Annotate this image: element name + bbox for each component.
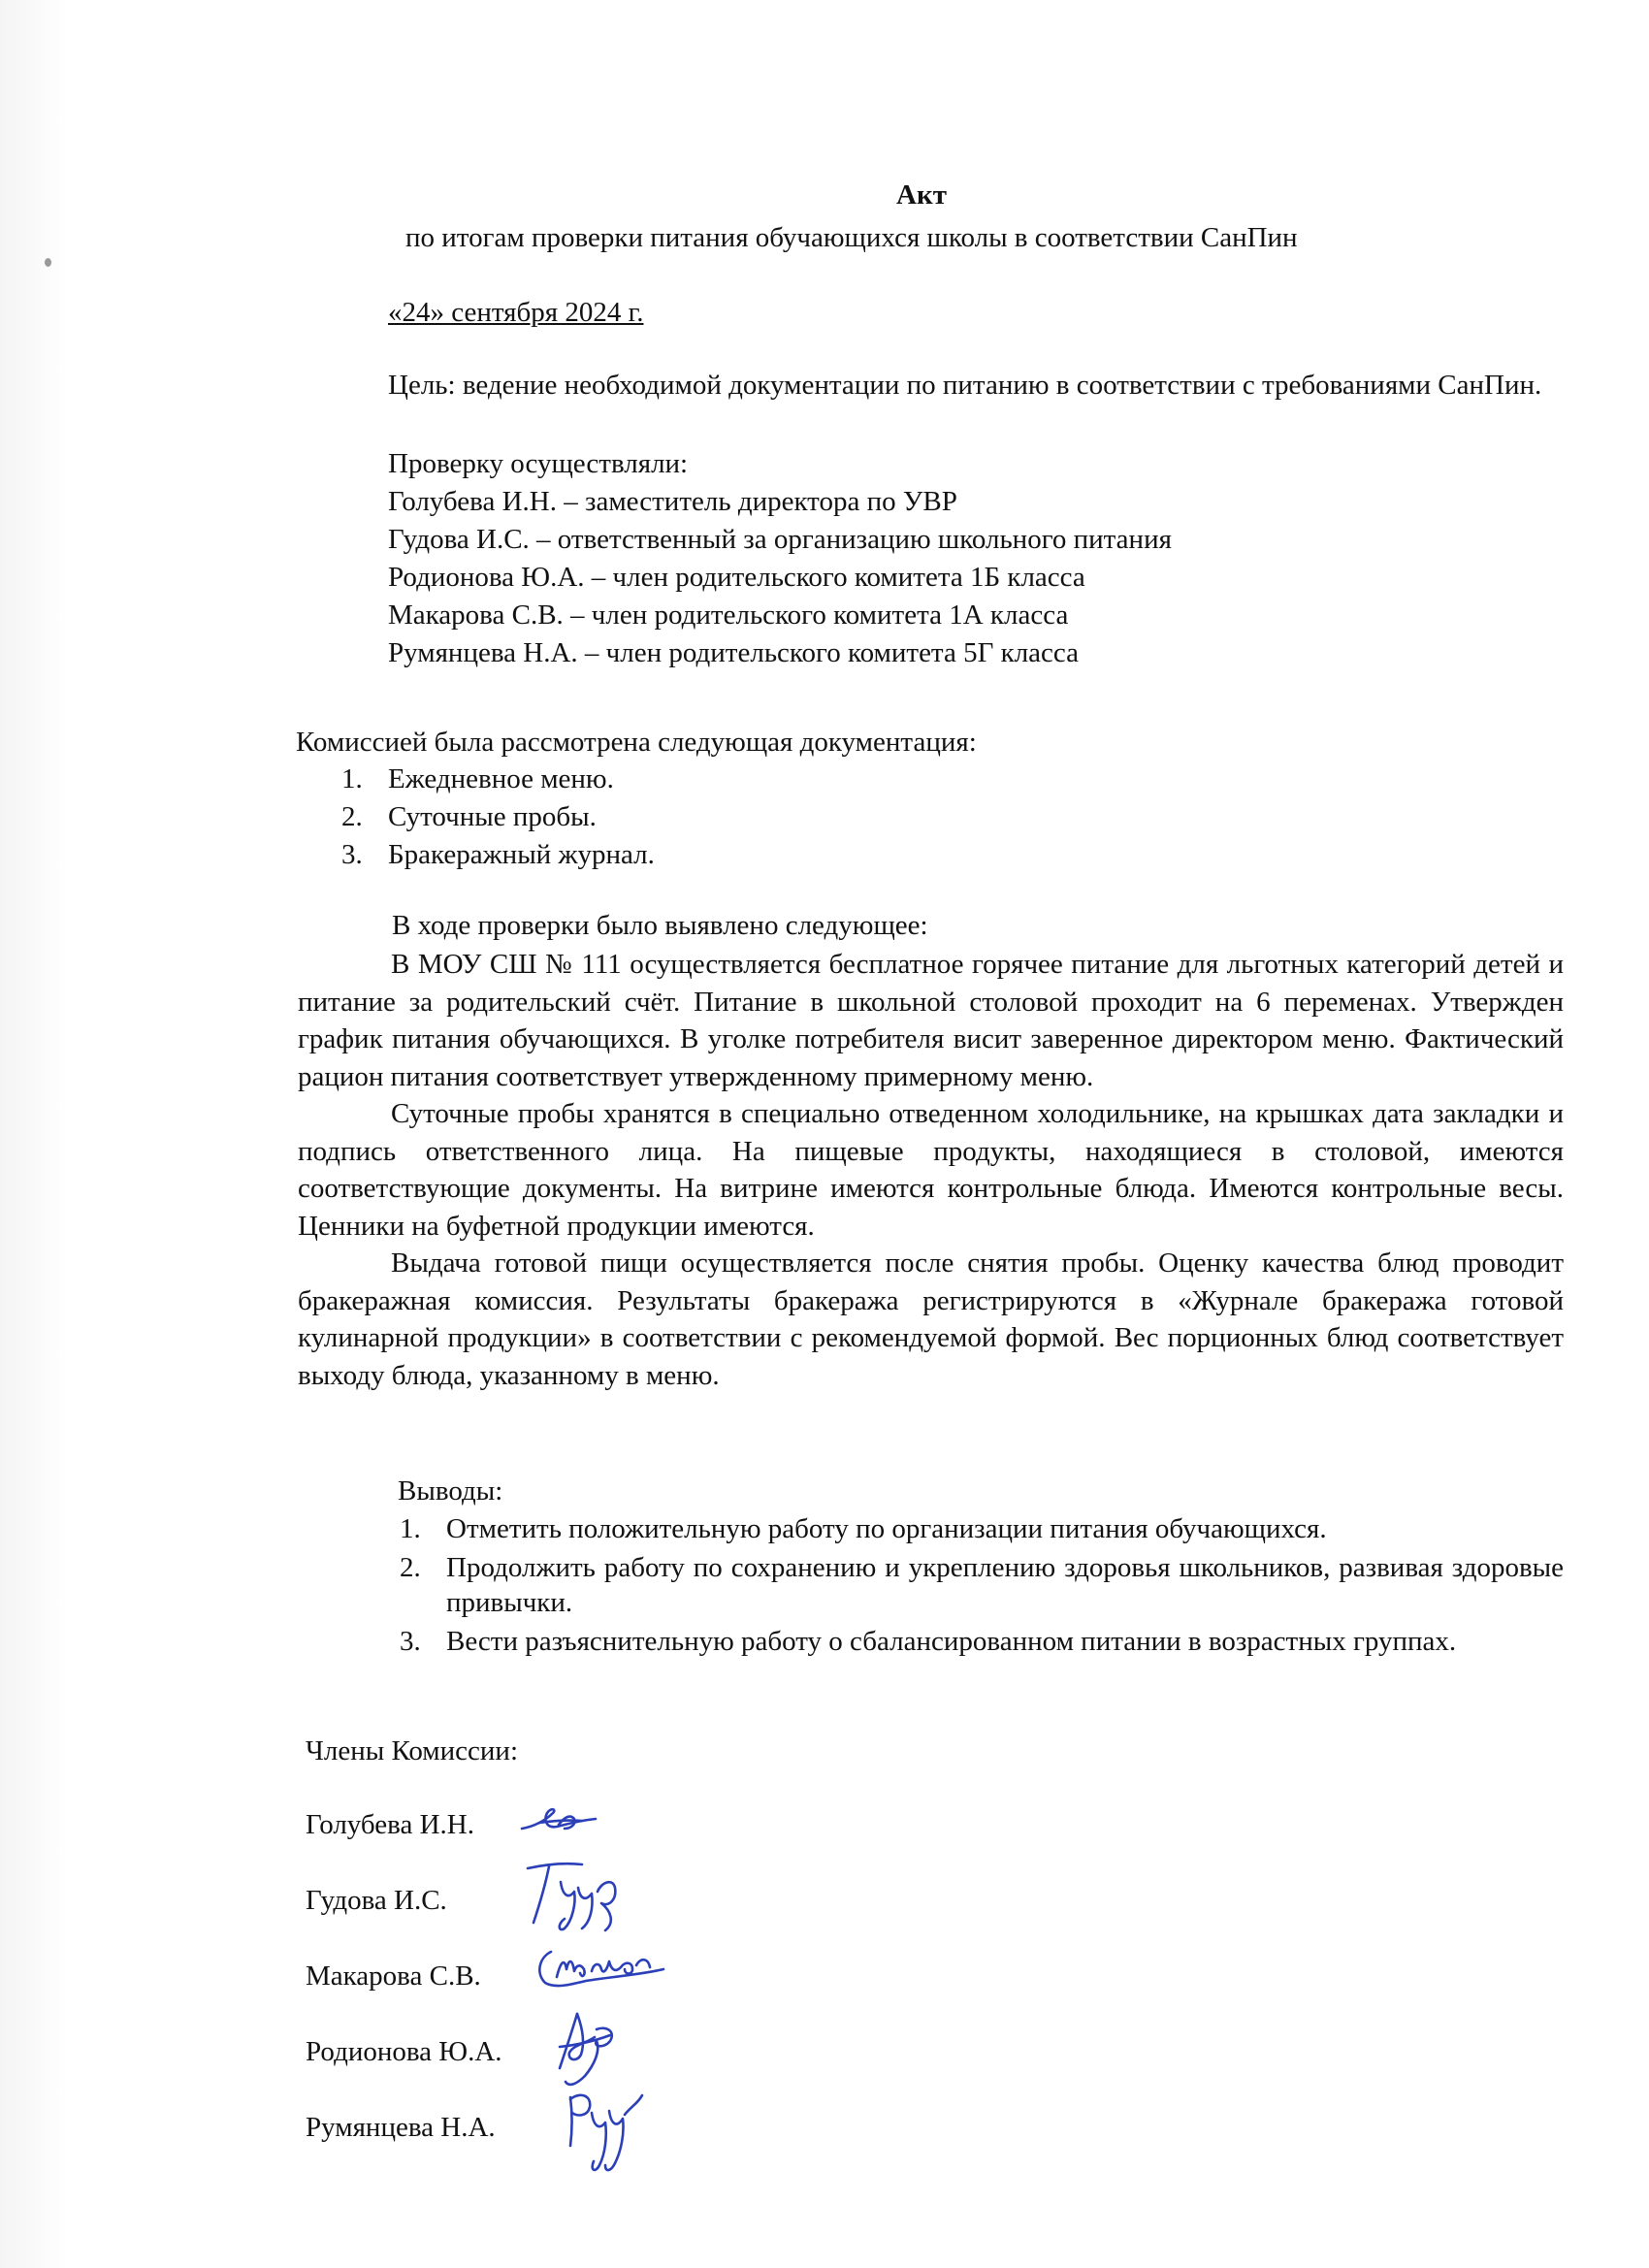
- list-number: 3.: [400, 1626, 421, 1657]
- member-name: Макарова С.В.: [306, 1960, 481, 1992]
- signature-rumyantseva: [563, 2084, 650, 2186]
- conclusion-item: [400, 1550, 1564, 1620]
- signature-golubeva: [514, 1799, 601, 1853]
- list-number: 1.: [400, 1513, 421, 1544]
- findings-body: [298, 946, 1564, 1394]
- conclusion-item: [400, 1511, 1564, 1546]
- member-name: Голубева И.Н.: [306, 1809, 474, 1840]
- signature-makarova: [532, 1940, 667, 2003]
- inspectors-heading: Проверку осуществляли:: [388, 448, 689, 479]
- docs-list-item: [341, 838, 655, 872]
- purpose-text: Цель: ведение необходимой документации по питанию в соответствии с требованиями СанПин.: [388, 370, 1542, 401]
- findings-paragraph: Суточные пробы хранятся в специально отведенном холодильнике, на крышках дата закладки и подпись ответственного лица. На пищевые продукты, находящиеся в столовой, имеются соответствующие документы. На витрине имеются контрольные блюда. Имеются контрольные весы. Ценники на буфетной продукции имеются.: [298, 1098, 1564, 1242]
- signature-gudova: [522, 1853, 629, 1945]
- list-number: 2.: [400, 1552, 421, 1583]
- list-text: Продолжить работу по сохранению и укреплению здоровья школьников, развивая здоровые привычки.: [446, 1552, 1564, 1618]
- scan-speck: [45, 258, 51, 267]
- inspector-line: Голубева И.Н. – заместитель директора по УВР: [388, 486, 957, 517]
- inspector-line: Гудова И.С. – ответственный за организацию школьного питания: [388, 524, 1172, 555]
- list-text: Бракеражный журнал.: [388, 839, 655, 870]
- purpose-paragraph: [295, 367, 1563, 405]
- conclusion-item: [400, 1624, 1564, 1659]
- inspector-line: Макарова С.В. – член родительского комитета 1А класса: [388, 599, 1069, 631]
- inspector-line: Родионова Ю.А. – член родительского комитета 1Б класса: [388, 562, 1085, 593]
- list-text: Отметить положительную работу по организации питания обучающихся.: [446, 1513, 1327, 1544]
- document-date: «24» сентября 2024 г.: [388, 297, 644, 328]
- conclusions-heading: Выводы:: [398, 1475, 503, 1507]
- document-subtitle: по итогам проверки питания обучающихся школы в соответствии СанПин: [405, 222, 1298, 253]
- docs-list-item: [341, 762, 614, 796]
- findings-paragraph: Выдача готовой пищи осуществляется после снятия пробы. Оценку качества блюд проводит бракеражная комиссия. Результаты бракеража регистрируются в «Журнале бракеража готовой кулинарной продукции» в соответствии с рекомендуемой формой. Вес порционных блюд соответствует выходу блюда, указанному в меню.: [298, 1247, 1564, 1391]
- findings-paragraph: В МОУ СШ № 111 осуществляется бесплатное горячее питание для льготных категорий детей и питание за родительский счёт. Питание в школьной столовой проходит на 6 переменах. Утвержден график питания обучающихся. В уголке потребителя висит заверенное директором меню. Фактический рацион питания соответствует утвержденному примерному меню.: [298, 949, 1564, 1092]
- findings-heading: В ходе проверки было выявлено следующее:: [392, 910, 928, 941]
- document-title: Акт: [896, 179, 947, 211]
- member-name: Гудова И.С.: [306, 1885, 447, 1916]
- list-number: 1.: [341, 763, 363, 794]
- list-number: 2.: [341, 801, 363, 832]
- list-text: Суточные пробы.: [388, 801, 597, 832]
- member-name: Родионова Ю.А.: [306, 2036, 502, 2067]
- docs-list-item: [341, 800, 597, 834]
- list-number: 3.: [341, 839, 363, 870]
- scan-edge-shadow: [0, 0, 68, 2268]
- member-name: Румянцева Н.А.: [306, 2112, 496, 2143]
- conclusions-list: [400, 1511, 1564, 1659]
- members-heading: Члены Комиссии:: [306, 1735, 519, 1766]
- inspector-line: Румянцева Н.А. – член родительского комитета 5Г класса: [388, 637, 1080, 668]
- list-text: Ежедневное меню.: [388, 763, 614, 794]
- list-text: Вести разъяснительную работу о сбалансированном питании в возрастных группах.: [446, 1626, 1457, 1657]
- docs-heading: Комиссией была рассмотрена следующая документация:: [296, 727, 977, 758]
